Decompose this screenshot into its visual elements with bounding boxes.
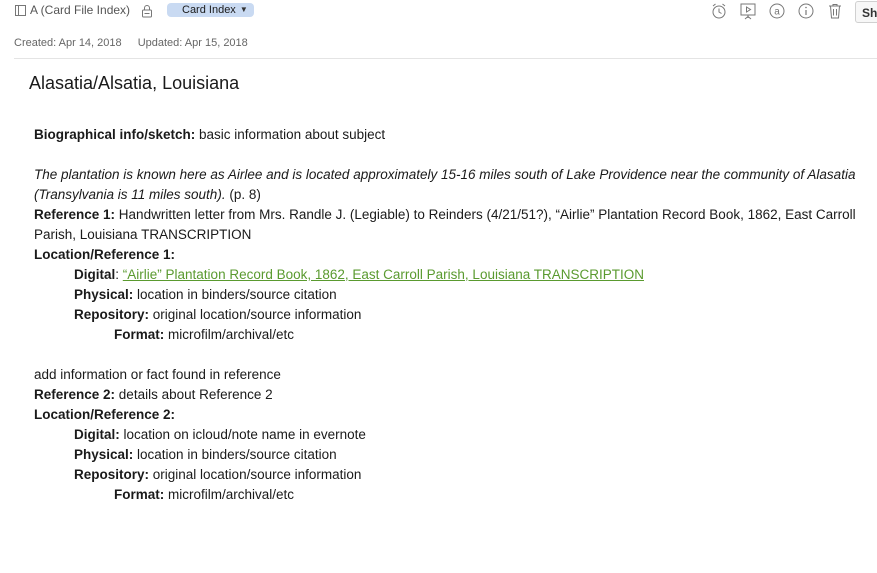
reference-2-text: details about Reference 2 [115,387,273,402]
physical-1-text: location in binders/source citation [133,287,337,302]
bio-line [34,125,864,145]
shortcut-icon[interactable] [767,1,787,21]
reminder-icon[interactable] [709,1,729,21]
add-info-line: add information or fact found in reference [34,367,281,382]
format-1-label: Format: [114,327,165,342]
tag-card-index[interactable] [167,3,254,17]
trash-icon[interactable] [825,1,845,21]
bio-label: Biographical info/sketch: [34,127,196,142]
format-2-label: Format: [114,487,165,502]
note-body[interactable] [34,125,864,505]
svg-text:a: a [774,6,780,18]
physical-2-label: Physical: [74,447,134,462]
physical-1-label: Physical: [74,287,134,302]
format-1-text: microfilm/archival/etc [164,327,295,342]
location-1-label: Location/Reference 1: [34,247,176,262]
location-1-line [34,245,864,265]
created-date: Created: Apr 14, 2018 [14,37,122,49]
repository-1-line [34,305,864,325]
note-title[interactable]: Alasatia/Alsatia, Louisiana [29,73,240,93]
physical-1-line [34,285,864,305]
notebook-selector[interactable] [15,3,130,17]
reference-2-line [34,385,864,405]
repository-1-label: Repository: [74,307,150,322]
physical-2-text: location in binders/source citation [133,447,337,462]
lock-icon[interactable] [141,4,153,18]
reference-2-label: Reference 2: [34,387,116,402]
format-1-line [34,325,864,345]
info-icon[interactable] [796,1,816,21]
chevron-down-icon: ▼ [239,5,248,14]
blank-line [34,345,864,365]
note-toolbar [0,0,877,24]
digital-1-line [34,265,864,285]
note-meta [14,37,248,49]
tag-label: Card Index [182,4,236,16]
reference-1-line [34,205,864,245]
notebook-icon [15,5,26,16]
repository-1-text: original location/source information [149,307,362,322]
quote-page: (p. 8) [225,187,261,202]
header-divider [14,58,877,59]
repository-2-text: original location/source information [149,467,362,482]
digital-1-sep: : [115,267,123,282]
digital-1-label: Digital [74,267,116,282]
repository-2-label: Repository: [74,467,150,482]
format-2-text: microfilm/archival/etc [164,487,295,502]
format-2-line [34,485,864,505]
reference-1-text: Handwritten letter from Mrs. Randle J. (Legiable) to Reinders (4/21/51?), “Airlie” Plantation Record Book, 1862, East Carroll Parish, Louisiana TRANSCRIPTION [34,207,856,242]
quote-text: The plantation is known here as Airlee and is located approximately 15-16 miles south of Lake Providence near the community of Alasatia (Transylvania is 11 miles south). [34,167,856,202]
reference-1-label: Reference 1: [34,207,116,222]
notebook-label: A (Card File Index) [30,3,131,17]
location-2-line [34,405,864,425]
bio-text: basic information about subject [195,127,386,142]
digital-1-link[interactable]: “Airlie” Plantation Record Book, 1862, East Carroll Parish, Louisiana TRANSCRIPTION [122,267,644,282]
repository-2-line [34,465,864,485]
quote-line [34,165,864,205]
blank-line [34,145,864,165]
physical-2-line [34,445,864,465]
share-button[interactable]: Sh [855,1,877,23]
location-2-label: Location/Reference 2: [34,407,176,422]
digital-2-line [34,425,864,445]
digital-2-label: Digital: [74,427,120,442]
updated-date: Updated: Apr 15, 2018 [137,37,248,49]
presentation-icon[interactable] [738,1,758,21]
digital-2-text: location on icloud/note name in evernote [119,427,366,442]
